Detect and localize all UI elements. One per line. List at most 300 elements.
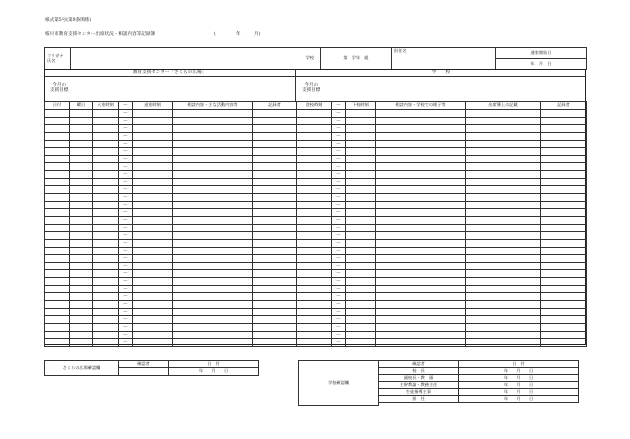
right-log-cell[interactable] [541,117,587,125]
right-log-cell[interactable] [376,323,466,331]
right-log-cell[interactable] [376,140,466,148]
left-log-cell[interactable] [70,278,93,286]
left-log-cell[interactable] [253,255,297,263]
left-log-cell[interactable] [133,224,173,232]
left-log-cell[interactable] [70,301,93,309]
right-log-cell[interactable] [541,232,587,240]
left-log-cell[interactable] [93,239,119,247]
left-log-cell[interactable] [173,186,253,194]
right-log-cell[interactable] [297,140,332,148]
left-log-cell[interactable] [253,163,297,171]
left-log-cell[interactable] [133,117,173,125]
right-log-cell[interactable] [297,331,332,339]
right-log-cell[interactable] [297,163,332,171]
left-log-cell[interactable] [253,247,297,255]
left-log-cell[interactable] [93,285,119,293]
left-log-cell[interactable] [173,339,253,347]
left-log-cell[interactable] [253,301,297,309]
right-log-cell[interactable] [541,339,587,347]
left-log-cell[interactable] [173,262,253,270]
left-log-cell[interactable] [45,224,70,232]
right-log-cell[interactable] [376,262,466,270]
left-log-cell[interactable] [45,163,70,171]
left-log-cell[interactable] [45,171,70,179]
left-log-cell[interactable] [173,239,253,247]
left-log-cell[interactable] [253,239,297,247]
right-log-cell[interactable] [346,178,376,186]
right-log-cell[interactable] [297,323,332,331]
left-log-cell[interactable] [133,132,173,140]
right-log-cell[interactable] [376,155,466,163]
right-log-cell[interactable] [466,201,541,209]
left-log-cell[interactable] [173,323,253,331]
right-log-cell[interactable] [541,285,587,293]
right-log-cell[interactable] [346,201,376,209]
left-log-cell[interactable] [93,155,119,163]
right-log-cell[interactable] [541,132,587,140]
right-goal-area[interactable] [296,77,586,101]
left-log-cell[interactable] [45,148,70,156]
right-log-cell[interactable] [297,339,332,347]
left-log-cell[interactable] [45,216,70,224]
left-log-cell[interactable] [45,140,70,148]
left-log-cell[interactable] [173,285,253,293]
left-log-cell[interactable] [133,247,173,255]
right-log-cell[interactable] [297,285,332,293]
right-log-cell[interactable] [466,171,541,179]
left-log-cell[interactable] [133,308,173,316]
right-log-cell[interactable] [466,209,541,217]
left-log-cell[interactable] [45,194,70,202]
right-log-cell[interactable] [346,339,376,347]
left-log-cell[interactable] [173,247,253,255]
left-log-cell[interactable] [253,140,297,148]
right-log-cell[interactable] [346,171,376,179]
right-log-cell[interactable] [541,194,587,202]
left-log-cell[interactable] [45,201,70,209]
left-log-cell[interactable] [45,186,70,194]
left-log-cell[interactable] [133,125,173,133]
left-log-cell[interactable] [133,323,173,331]
right-log-cell[interactable] [376,270,466,278]
left-log-cell[interactable] [45,278,70,286]
left-log-cell[interactable] [173,125,253,133]
left-log-cell[interactable] [173,316,253,324]
left-log-cell[interactable] [173,155,253,163]
sakura-date-cell[interactable]: 年 月 日 [169,368,259,376]
right-log-cell[interactable] [376,171,466,179]
left-log-cell[interactable] [93,308,119,316]
right-log-cell[interactable] [297,232,332,240]
left-log-cell[interactable] [70,323,93,331]
right-log-cell[interactable] [376,209,466,217]
right-log-cell[interactable] [297,278,332,286]
right-log-cell[interactable] [541,278,587,286]
right-log-cell[interactable] [346,132,376,140]
left-log-cell[interactable] [70,232,93,240]
right-log-cell[interactable] [346,316,376,324]
right-log-cell[interactable] [466,316,541,324]
left-log-cell[interactable] [133,201,173,209]
left-log-cell[interactable] [70,308,93,316]
right-log-cell[interactable] [541,308,587,316]
right-log-cell[interactable] [541,262,587,270]
left-log-cell[interactable] [133,148,173,156]
left-log-cell[interactable] [70,255,93,263]
grade-class-cell[interactable] [321,48,392,70]
right-log-cell[interactable] [541,216,587,224]
left-log-cell[interactable] [133,232,173,240]
school-role-date[interactable]: 年 月 日 [459,375,579,382]
left-log-cell[interactable] [133,163,173,171]
right-log-cell[interactable] [376,293,466,301]
left-log-cell[interactable] [93,140,119,148]
right-log-cell[interactable] [466,285,541,293]
left-log-cell[interactable] [253,209,297,217]
left-log-cell[interactable] [93,163,119,171]
right-log-cell[interactable] [541,209,587,217]
left-log-cell[interactable] [133,194,173,202]
left-log-cell[interactable] [133,178,173,186]
left-log-cell[interactable] [133,239,173,247]
right-log-cell[interactable] [346,293,376,301]
right-log-cell[interactable] [297,178,332,186]
left-log-cell[interactable] [93,117,119,125]
school-role-date[interactable]: 年 月 日 [459,368,579,375]
right-log-cell[interactable] [541,171,587,179]
left-log-cell[interactable] [70,117,93,125]
left-log-cell[interactable] [133,270,173,278]
left-log-cell[interactable] [253,178,297,186]
right-log-cell[interactable] [541,186,587,194]
school-cell[interactable] [71,48,321,70]
left-log-cell[interactable] [133,262,173,270]
teacher-cell[interactable] [392,48,496,70]
right-log-cell[interactable] [376,178,466,186]
left-log-cell[interactable] [70,110,93,118]
left-log-cell[interactable] [133,155,173,163]
left-log-cell[interactable] [70,316,93,324]
left-log-cell[interactable] [253,201,297,209]
left-log-cell[interactable] [45,301,70,309]
left-log-cell[interactable] [133,110,173,118]
right-log-cell[interactable] [346,255,376,263]
right-log-cell[interactable] [541,178,587,186]
left-log-cell[interactable] [93,293,119,301]
left-log-cell[interactable] [93,323,119,331]
left-log-cell[interactable] [93,278,119,286]
right-log-cell[interactable] [541,247,587,255]
right-log-cell[interactable] [376,301,466,309]
left-log-cell[interactable] [173,163,253,171]
left-log-cell[interactable] [173,171,253,179]
left-log-cell[interactable] [70,194,93,202]
right-log-cell[interactable] [376,339,466,347]
right-log-cell[interactable] [297,155,332,163]
right-log-cell[interactable] [346,323,376,331]
left-log-cell[interactable] [133,278,173,286]
left-log-cell[interactable] [93,270,119,278]
right-log-cell[interactable] [346,262,376,270]
right-log-cell[interactable] [297,316,332,324]
left-log-cell[interactable] [70,216,93,224]
left-log-cell[interactable] [70,132,93,140]
left-log-cell[interactable] [45,117,70,125]
right-log-cell[interactable] [297,224,332,232]
right-log-cell[interactable] [466,224,541,232]
right-log-cell[interactable] [466,301,541,309]
right-log-cell[interactable] [346,110,376,118]
left-log-cell[interactable] [93,301,119,309]
left-log-cell[interactable] [133,209,173,217]
left-log-cell[interactable] [70,339,93,347]
left-log-cell[interactable] [133,339,173,347]
right-log-cell[interactable] [541,125,587,133]
left-log-cell[interactable] [173,132,253,140]
left-goal-area[interactable] [44,77,296,101]
left-log-cell[interactable] [70,171,93,179]
left-log-cell[interactable] [253,339,297,347]
right-log-cell[interactable] [541,155,587,163]
left-log-cell[interactable] [173,331,253,339]
left-log-cell[interactable] [45,270,70,278]
left-log-cell[interactable] [70,239,93,247]
left-log-cell[interactable] [253,323,297,331]
right-log-cell[interactable] [466,239,541,247]
right-log-cell[interactable] [466,178,541,186]
left-log-cell[interactable] [45,255,70,263]
left-log-cell[interactable] [70,331,93,339]
left-log-cell[interactable] [93,209,119,217]
left-log-cell[interactable] [133,171,173,179]
left-log-cell[interactable] [253,262,297,270]
left-log-cell[interactable] [253,278,297,286]
right-log-cell[interactable] [297,171,332,179]
right-log-cell[interactable] [346,278,376,286]
left-log-cell[interactable] [253,148,297,156]
left-log-cell[interactable] [253,171,297,179]
right-log-cell[interactable] [466,323,541,331]
right-log-cell[interactable] [466,125,541,133]
left-log-cell[interactable] [93,339,119,347]
left-log-cell[interactable] [70,163,93,171]
right-log-cell[interactable] [297,194,332,202]
right-log-cell[interactable] [466,117,541,125]
right-log-cell[interactable] [376,316,466,324]
left-log-cell[interactable] [70,262,93,270]
right-log-cell[interactable] [466,148,541,156]
right-log-cell[interactable] [541,239,587,247]
right-log-cell[interactable] [466,255,541,263]
left-log-cell[interactable] [173,194,253,202]
right-log-cell[interactable] [466,293,541,301]
left-log-cell[interactable] [45,339,70,347]
right-log-cell[interactable] [346,163,376,171]
left-log-cell[interactable] [173,278,253,286]
right-log-cell[interactable] [541,110,587,118]
left-log-cell[interactable] [45,155,70,163]
right-log-cell[interactable] [376,278,466,286]
right-log-cell[interactable] [466,155,541,163]
left-log-cell[interactable] [45,239,70,247]
left-log-cell[interactable] [173,216,253,224]
right-log-cell[interactable] [346,216,376,224]
left-log-cell[interactable] [93,194,119,202]
right-log-cell[interactable] [346,186,376,194]
school-role-date[interactable]: 年 月 日 [459,396,579,403]
right-log-cell[interactable] [346,239,376,247]
left-log-cell[interactable] [45,316,70,324]
right-log-cell[interactable] [346,155,376,163]
right-log-cell[interactable] [297,308,332,316]
left-log-cell[interactable] [70,186,93,194]
right-log-cell[interactable] [297,239,332,247]
school-role-date[interactable]: 年 月 日 [459,389,579,396]
right-log-cell[interactable] [541,323,587,331]
right-log-cell[interactable] [466,140,541,148]
left-log-cell[interactable] [173,117,253,125]
left-log-cell[interactable] [70,140,93,148]
left-log-cell[interactable] [45,308,70,316]
right-log-cell[interactable] [297,262,332,270]
left-log-cell[interactable] [45,285,70,293]
right-log-cell[interactable] [466,216,541,224]
right-log-cell[interactable] [541,293,587,301]
right-log-cell[interactable] [466,186,541,194]
right-log-cell[interactable] [297,216,332,224]
left-log-cell[interactable] [253,216,297,224]
left-log-cell[interactable] [70,209,93,217]
left-log-cell[interactable] [173,148,253,156]
right-log-cell[interactable] [541,255,587,263]
left-log-cell[interactable] [173,140,253,148]
right-log-cell[interactable] [376,132,466,140]
right-log-cell[interactable] [541,270,587,278]
right-log-cell[interactable] [376,224,466,232]
left-log-cell[interactable] [93,132,119,140]
right-log-cell[interactable] [376,239,466,247]
right-log-cell[interactable] [376,194,466,202]
left-log-cell[interactable] [70,155,93,163]
left-log-cell[interactable] [93,224,119,232]
left-log-cell[interactable] [70,270,93,278]
left-log-cell[interactable] [133,186,173,194]
left-log-cell[interactable] [93,255,119,263]
right-log-cell[interactable] [297,125,332,133]
right-log-cell[interactable] [297,186,332,194]
right-log-cell[interactable] [466,339,541,347]
right-log-cell[interactable] [376,216,466,224]
left-log-cell[interactable] [70,125,93,133]
left-log-cell[interactable] [93,148,119,156]
right-log-cell[interactable] [346,194,376,202]
left-log-cell[interactable] [173,293,253,301]
school-role-date[interactable]: 年 月 日 [459,382,579,389]
right-log-cell[interactable] [376,148,466,156]
right-log-cell[interactable] [376,308,466,316]
left-log-cell[interactable] [253,232,297,240]
left-log-cell[interactable] [253,270,297,278]
left-log-cell[interactable] [253,224,297,232]
right-log-cell[interactable] [346,148,376,156]
right-log-cell[interactable] [541,163,587,171]
right-log-cell[interactable] [346,331,376,339]
right-log-cell[interactable] [297,110,332,118]
left-log-cell[interactable] [133,285,173,293]
start-date-cell[interactable] [496,48,587,70]
left-log-cell[interactable] [93,316,119,324]
right-log-cell[interactable] [297,293,332,301]
right-log-cell[interactable] [297,148,332,156]
right-log-cell[interactable] [346,117,376,125]
left-log-cell[interactable] [70,224,93,232]
right-log-cell[interactable] [297,117,332,125]
left-log-cell[interactable] [45,178,70,186]
right-log-cell[interactable] [346,247,376,255]
right-log-cell[interactable] [466,262,541,270]
left-log-cell[interactable] [133,255,173,263]
right-log-cell[interactable] [466,194,541,202]
right-log-cell[interactable] [466,278,541,286]
left-log-cell[interactable] [173,301,253,309]
left-log-cell[interactable] [93,247,119,255]
left-log-cell[interactable] [253,194,297,202]
left-log-cell[interactable] [133,140,173,148]
left-log-cell[interactable] [93,201,119,209]
left-log-cell[interactable] [45,247,70,255]
left-log-cell[interactable] [93,262,119,270]
left-log-cell[interactable] [93,171,119,179]
right-log-cell[interactable] [466,232,541,240]
right-log-cell[interactable] [346,270,376,278]
left-log-cell[interactable] [70,178,93,186]
left-log-cell[interactable] [93,178,119,186]
left-log-cell[interactable] [93,186,119,194]
left-log-cell[interactable] [173,270,253,278]
right-log-cell[interactable] [346,301,376,309]
right-log-cell[interactable] [376,232,466,240]
left-log-cell[interactable] [253,132,297,140]
left-log-cell[interactable] [45,262,70,270]
right-log-cell[interactable] [466,270,541,278]
right-log-cell[interactable] [346,308,376,316]
right-log-cell[interactable] [297,255,332,263]
right-log-cell[interactable] [346,140,376,148]
left-log-cell[interactable] [70,148,93,156]
right-log-cell[interactable] [376,255,466,263]
right-log-cell[interactable] [297,301,332,309]
right-log-cell[interactable] [466,163,541,171]
left-log-cell[interactable] [45,125,70,133]
right-log-cell[interactable] [541,331,587,339]
left-log-cell[interactable] [133,331,173,339]
right-log-cell[interactable] [541,224,587,232]
right-log-cell[interactable] [297,247,332,255]
left-log-cell[interactable] [70,293,93,301]
left-log-cell[interactable] [253,331,297,339]
left-log-cell[interactable] [133,301,173,309]
right-log-cell[interactable] [376,163,466,171]
left-log-cell[interactable] [45,293,70,301]
left-log-cell[interactable] [173,209,253,217]
sakura-confirmer-cell[interactable] [119,368,169,376]
left-log-cell[interactable] [133,216,173,224]
right-log-cell[interactable] [346,224,376,232]
left-log-cell[interactable] [93,232,119,240]
right-log-cell[interactable] [376,201,466,209]
left-log-cell[interactable] [173,255,253,263]
right-log-cell[interactable] [297,270,332,278]
